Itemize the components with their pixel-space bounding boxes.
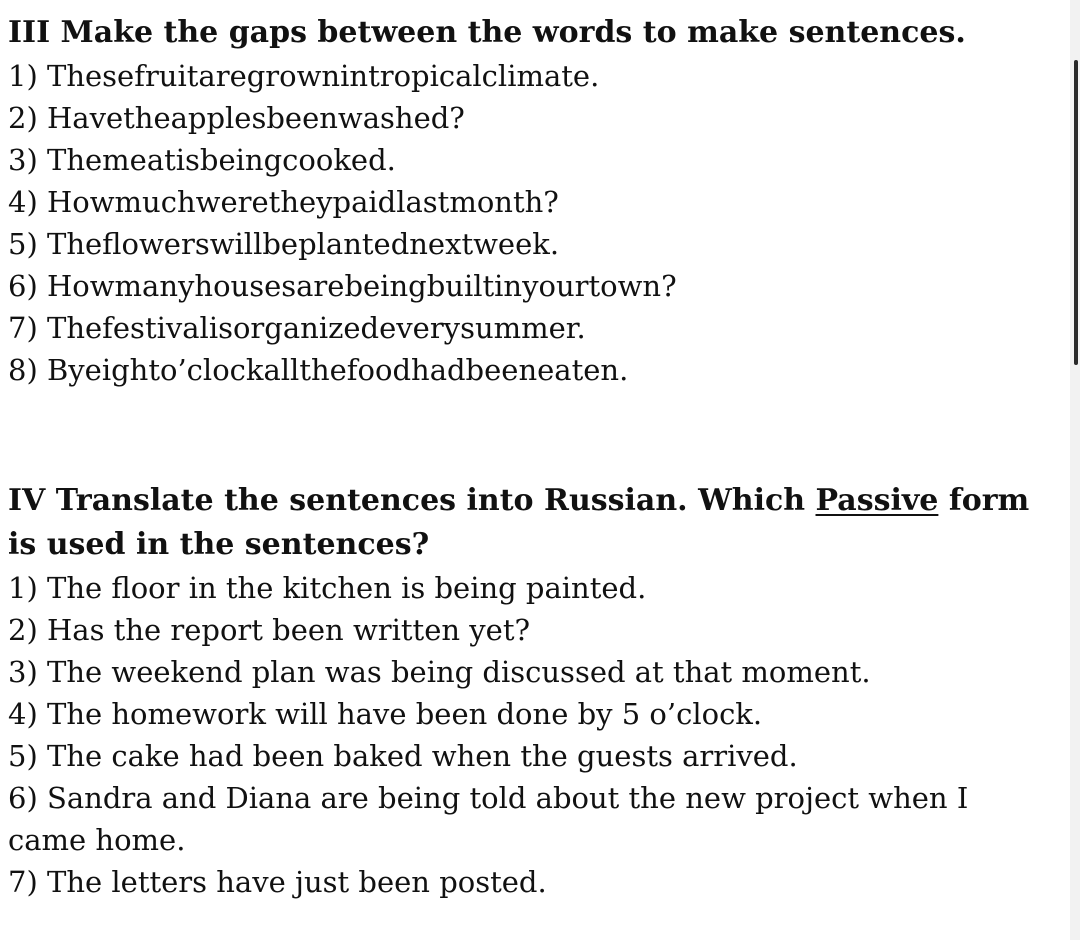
vertical-scrollbar[interactable]	[1070, 0, 1080, 940]
section-4-item-1: 1) The floor in the kitchen is being painted.	[8, 571, 647, 605]
section-3-title: III Make the gaps between the words to make sentences.	[8, 15, 966, 50]
section-3-item-2: 2) Havetheapplesbeenwashed?	[8, 101, 465, 135]
section-4-title	[8, 479, 1038, 567]
section-4-title-part-1: IV Translate the sentences into Russian. Which	[8, 483, 816, 518]
section-4-item-6: 6) Sandra and Diana are being told about the new project when I came home.	[8, 781, 969, 857]
section-3-item-7: 7) Thefestivalisorganizedeverysummer.	[8, 311, 586, 345]
section-4-item-2: 2) Has the report been written yet?	[8, 613, 531, 647]
section-3-item-8: 8) Byeighto’clockallthefoodhadbeeneaten.	[8, 353, 629, 387]
document-page	[8, 0, 1068, 940]
section-4-title-underlined: Passive	[815, 483, 939, 518]
section-4-item-4: 4) The homework will have been done by 5 o’clock.	[8, 697, 763, 731]
section-4-title-part-2: form is used in the sentences?	[8, 483, 1030, 562]
section-3-item-3: 3) Themeatisbeingcooked.	[8, 143, 396, 177]
section-3-item-4: 4) Howmuchweretheypaidlastmonth?	[8, 185, 559, 219]
scrollbar-thumb[interactable]	[1074, 60, 1078, 365]
section-4-item-7: 7) The letters have just been posted.	[8, 865, 547, 899]
section-3-item-5: 5) Theflowerswillbeplantednextweek.	[8, 227, 560, 261]
section-3-item-6: 6) Howmanyhousesarebeingbuiltinyourtown?	[8, 269, 677, 303]
section-3-item-1: 1) Thesefruitaregrownintropicalclimate.	[8, 59, 600, 93]
section-4-item-3: 3) The weekend plan was being discussed at that moment.	[8, 655, 871, 689]
section-4-item-5: 5) The cake had been baked when the guests arrived.	[8, 739, 798, 773]
